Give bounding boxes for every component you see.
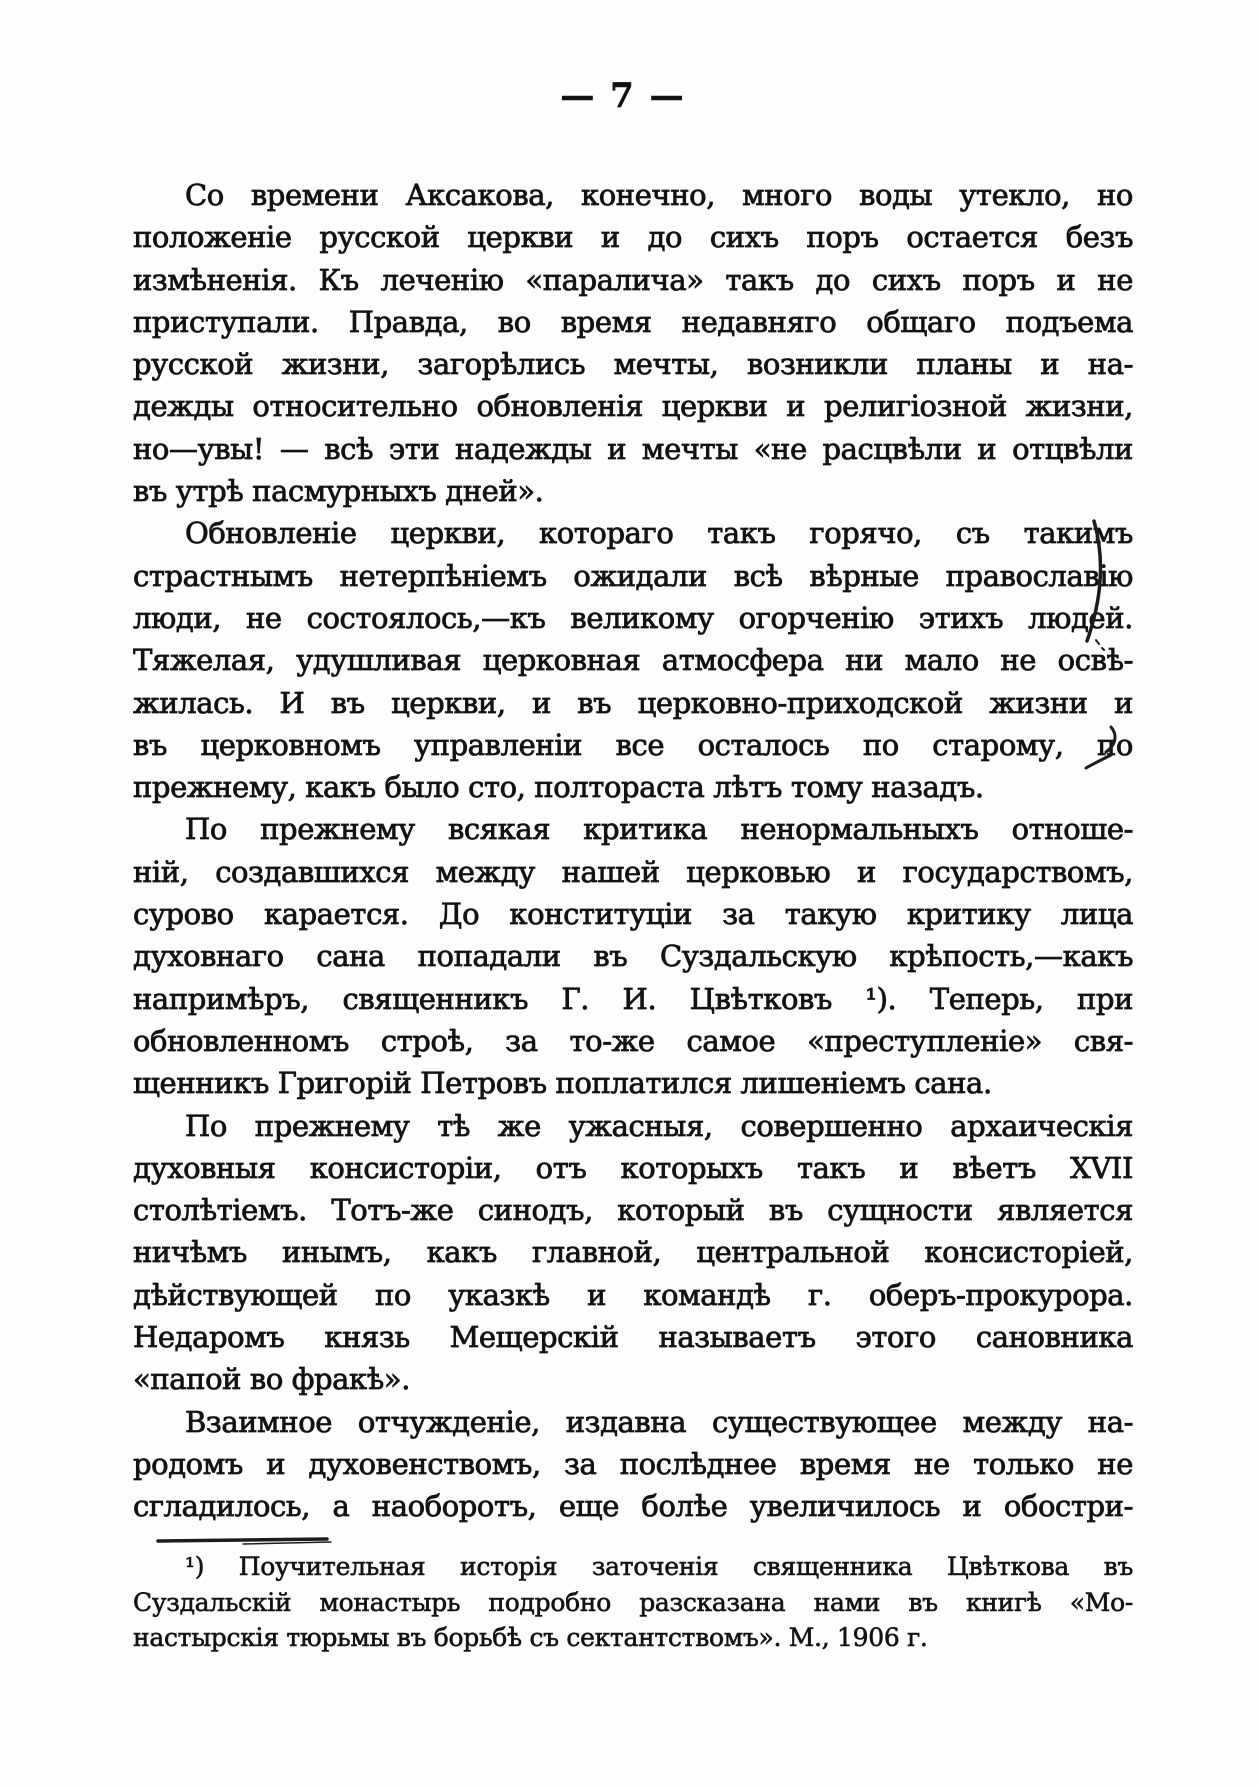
footnote-line: ¹) Поучительная исторія заточенія священника Цвѣткова въ	[185, 1552, 1133, 1581]
body-line: измѣненія. Къ леченію «паралича» такъ до сихъ поръ и не	[133, 262, 1133, 297]
body-text	[133, 174, 1133, 1528]
footnote-line: Суздальскій монастырь подробно разсказана нами въ книгѣ «Мо-	[133, 1587, 1133, 1617]
body-line: въ церковномъ управленіи все осталось по старому, по	[133, 727, 1133, 762]
body-line: сгладилось, а наоборотъ, еще болѣе увеличилось и обостри-	[133, 1489, 1133, 1524]
body-line: духовныя консисторіи, отъ которыхъ такъ и вѣетъ XVII	[133, 1150, 1133, 1185]
body-line: приступали. Правда, во время недавняго общаго подъема	[133, 304, 1133, 339]
footnote-separator-overstroke	[243, 1542, 331, 1544]
body-line: но—увы! — всѣ эти надежды и мечты «не расцвѣли и отцвѣли	[133, 431, 1133, 466]
body-line: страстнымъ нетерпѣніемъ ожидали всѣ вѣрные православію	[133, 558, 1133, 593]
body-line: дѣйствующей по указкѣ и командѣ г. оберъ-прокурора.	[133, 1277, 1133, 1312]
body-line: въ утрѣ пасмурныхъ дней».	[133, 474, 544, 509]
body-line: люди, не состоялось,—къ великому огорченію этихъ людей.	[133, 600, 1133, 635]
body-line: По прежнему всякая критика ненормальныхъ отноше-	[185, 812, 1133, 847]
body-line: столѣтіемъ. Тотъ-же синодъ, который въ сущности является	[133, 1193, 1133, 1228]
footnote	[133, 1549, 1133, 1656]
body-line: сурово карается. До конституціи за такую критику лица	[133, 897, 1133, 932]
body-line: жилась. И въ церкви, и въ церковно-приходской жизни и	[133, 685, 1133, 720]
body-line: ничѣмъ инымъ, какъ главной, центральной консисторіей,	[133, 1235, 1133, 1270]
body-line: напримѣръ, священникъ Г. И. Цвѣтковъ ¹). Теперь, при	[133, 981, 1133, 1016]
body-line: Недаромъ князь Мещерскій называетъ этого сановника	[133, 1320, 1133, 1355]
body-line: щенникъ Григорій Петровъ поплатился лишеніемъ сана.	[133, 1066, 992, 1101]
body-line: Со времени Аксакова, конечно, много воды утекло, но	[185, 178, 1133, 212]
body-line: По прежнему тѣ же ужасныя, совершенно архаическія	[185, 1108, 1133, 1143]
body-line: Тяжелая, удушливая церковная атмосфера ни мало не освѣ-	[133, 643, 1133, 678]
page-number-header: — 7 —	[560, 76, 686, 116]
body-line: прежнему, какъ было сто, полтораста лѣтъ тому назадъ.	[133, 770, 984, 805]
body-line: Взаимное отчужденіе, издавна существующее между на-	[185, 1404, 1133, 1439]
body-line: дежды относительно обновленія церкви и религіозной жизни,	[133, 389, 1133, 424]
footnote-line: настырскія тюрьмы въ борьбѣ съ сектантствомъ». М., 1906 г.	[133, 1623, 928, 1652]
body-line: ній, создавшихся между нашей церковью и государствомъ,	[133, 854, 1133, 889]
body-line: духовнаго сана попадали въ Суздальскую крѣпость,—какъ	[133, 939, 1133, 974]
body-line: положеніе русской церкви и до сихъ поръ остается безъ	[133, 220, 1133, 255]
body-line: обновленномъ строѣ, за то-же самое «преступленіе» свя-	[133, 1023, 1133, 1058]
body-line: русской жизни, загорѣлись мечты, возникли планы и на-	[133, 347, 1133, 382]
footnote-separator	[158, 1539, 327, 1541]
body-line: «папой во фракѣ».	[133, 1362, 411, 1397]
body-line: Обновленіе церкви, котораго такъ горячо, съ такимъ	[185, 516, 1133, 551]
body-line: родомъ и духовенствомъ, за послѣднее время не только не	[133, 1446, 1133, 1481]
